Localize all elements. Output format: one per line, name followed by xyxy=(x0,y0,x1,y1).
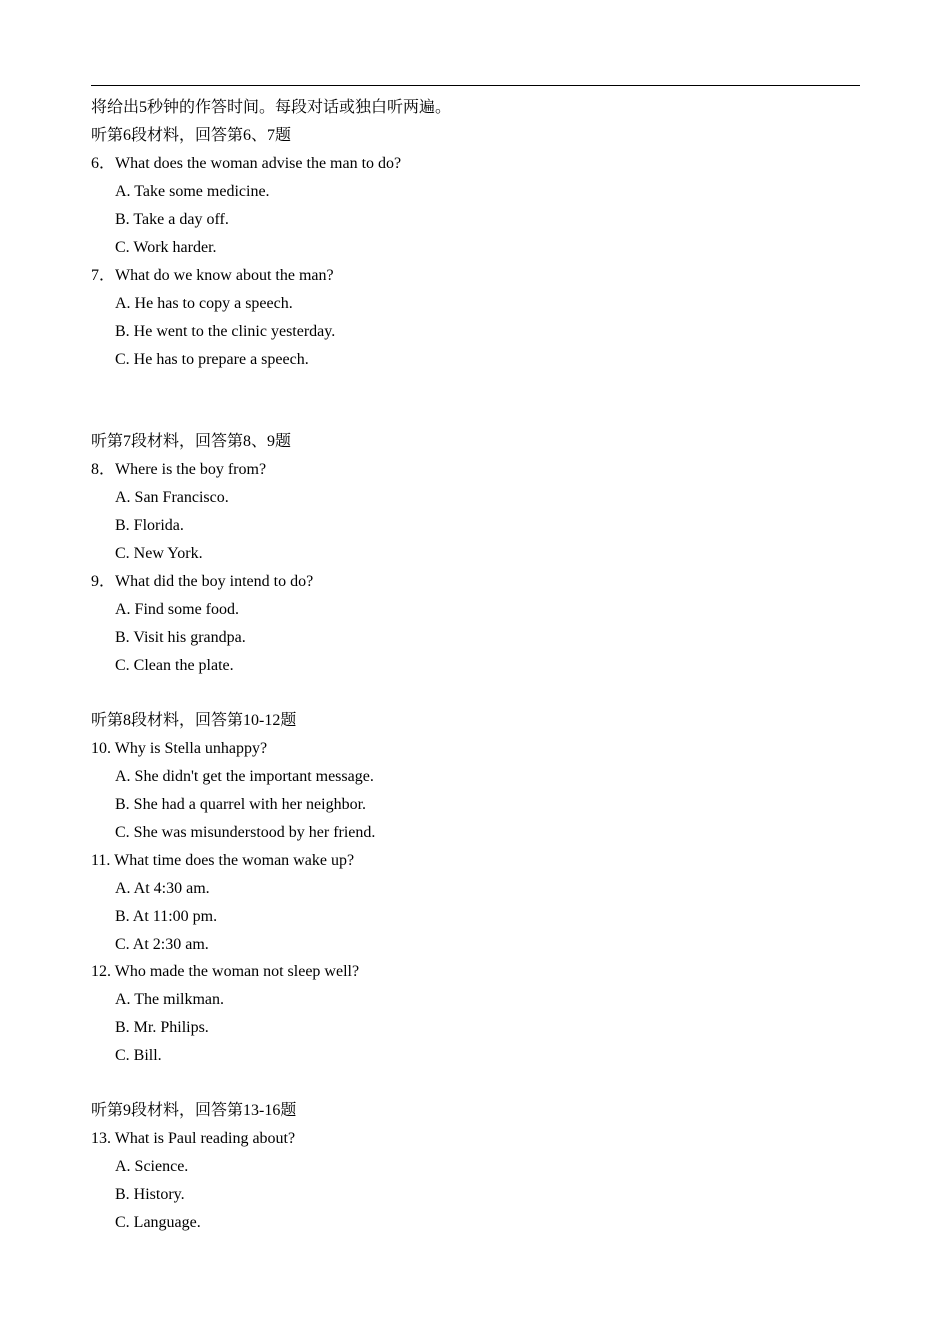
option: A. San Francisco. xyxy=(115,489,229,506)
option: A. Take some medicine. xyxy=(115,183,270,200)
option: B. Mr. Philips. xyxy=(115,1019,209,1036)
option: C. At 2:30 am. xyxy=(115,936,209,953)
option: A. The milkman. xyxy=(115,991,225,1008)
option: B. Visit his grandpa. xyxy=(115,629,246,646)
option: C. Bill. xyxy=(115,1047,162,1064)
section-heading: 听第7段材料，回答第8、9题 xyxy=(91,433,292,450)
option: C. New York. xyxy=(115,545,203,562)
question-text: 12. Who made the woman not sleep well? xyxy=(91,963,360,980)
question-text: 8．Where is the boy from? xyxy=(91,461,267,478)
option: C. Work harder. xyxy=(115,239,217,256)
section-heading: 听第9段材料，回答第13-16题 xyxy=(91,1102,297,1119)
option: A. Find some food. xyxy=(115,601,239,618)
option: C. Language. xyxy=(115,1214,201,1231)
header-rule xyxy=(91,85,860,86)
question-text: 6．What does the woman advise the man to do? xyxy=(91,155,402,172)
question-text: 10. Why is Stella unhappy? xyxy=(91,740,268,757)
option: B. At 11:00 pm. xyxy=(115,908,218,925)
question-text: 7．What do we know about the man? xyxy=(91,267,334,284)
question-text: 9．What did the boy intend to do? xyxy=(91,573,314,590)
option: B. He went to the clinic yesterday. xyxy=(115,323,336,340)
option: A. She didn't get the important message. xyxy=(115,768,374,785)
option: A. At 4:30 am. xyxy=(115,880,210,897)
section-heading: 听第6段材料，回答第6、7题 xyxy=(91,127,292,144)
option: B. History. xyxy=(115,1186,185,1203)
section-heading: 听第8段材料，回答第10-12题 xyxy=(91,712,297,729)
option: A. Science. xyxy=(115,1158,189,1175)
question-text: 11. What time does the woman wake up? xyxy=(91,852,355,869)
option: B. She had a quarrel with her neighbor. xyxy=(115,796,367,813)
option: C. She was misunderstood by her friend. xyxy=(115,824,376,841)
intro-text: 将给出5秒钟的作答时间。每段对话或独白听两遍。 xyxy=(91,99,452,116)
question-text: 13. What is Paul reading about? xyxy=(91,1130,296,1147)
option: C. Clean the plate. xyxy=(115,657,234,674)
option: A. He has to copy a speech. xyxy=(115,295,293,312)
option: B. Florida. xyxy=(115,517,184,534)
option: B. Take a day off. xyxy=(115,211,229,228)
option: C. He has to prepare a speech. xyxy=(115,351,309,368)
